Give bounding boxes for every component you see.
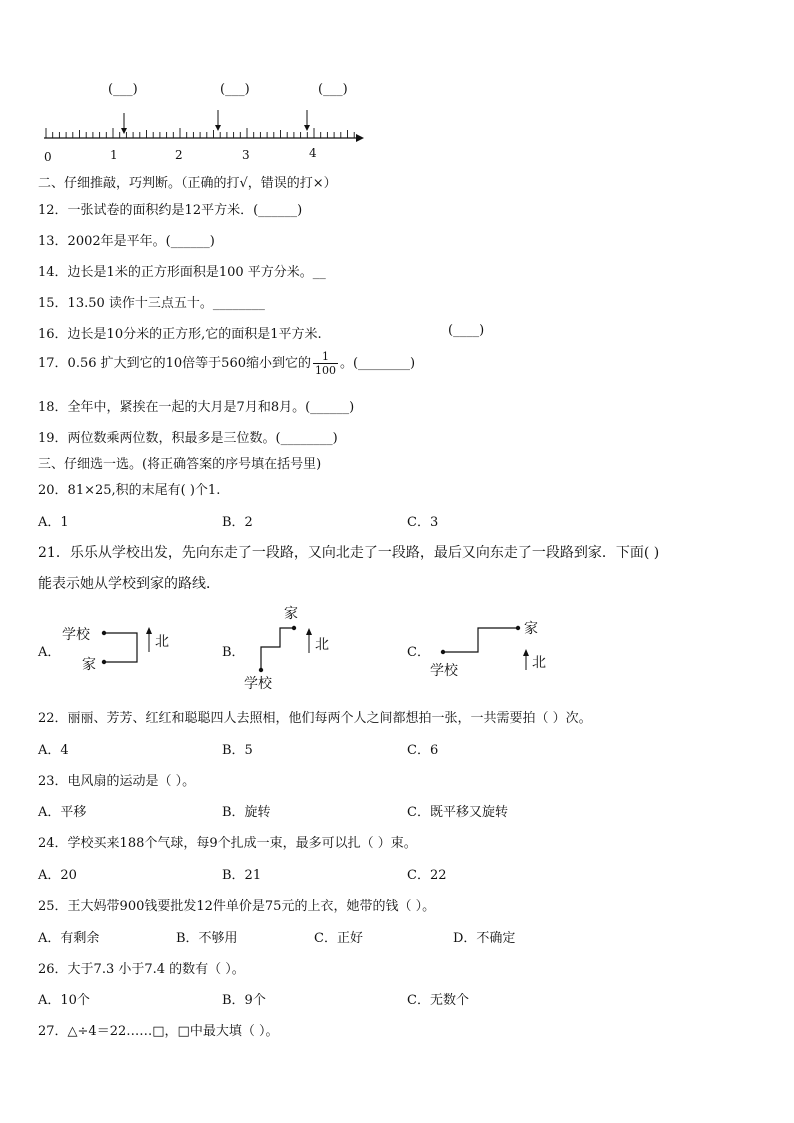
number-line-blank-3[interactable]: (___) [318,82,348,97]
number-line-blank-1[interactable]: (___) [108,82,138,97]
number-line-label-0: 0 [44,150,52,164]
fraction-denominator: 100 [314,364,336,377]
number-line-arrow-2 [215,110,221,131]
north-label: 北 [532,655,546,671]
question-12 [38,199,302,218]
home-label: 家 [82,657,96,673]
number-line-label-4: 4 [309,146,317,160]
school-label: 学校 [244,676,272,692]
number-line-label-3: 3 [242,148,250,162]
question-20 [38,479,220,498]
q21-diagram-b [244,603,354,695]
question-text: 大于7.3 小于7.4 的数有（ ）。 [67,962,245,977]
question-text: 边长是1米的正方形面积是100 平方分米。__ [67,265,326,280]
question-number: 21． [38,545,70,561]
question-number: 23． [38,774,68,789]
question-number: 27． [38,1024,68,1039]
q23-option-b[interactable]: B．旋转 [222,805,271,820]
q24-option-c[interactable]: C．22 [407,868,447,883]
question-number: 26． [38,962,68,977]
q20-option-b[interactable]: B．2 [222,515,253,530]
q26-option-b[interactable]: B．9个 [222,993,266,1008]
question-number: 18． [38,400,68,415]
question-text: 王大妈带900钱要批发12件单价是75元的上衣，她带的钱（ ）。 [67,899,436,914]
question-14 [38,261,326,280]
question-number: 15． [38,296,68,311]
north-label: 北 [315,637,329,653]
number-line-label-2: 2 [175,148,183,162]
fraction-numerator: 1 [313,350,338,364]
question-text: △÷4＝22……□，□中最大填（ ）。 [67,1024,279,1039]
question-text: 乐乐从学校出发，先向东走了一段路，又向北走了一段路，最后又向东走了一段路到家．下面( ) [69,545,660,561]
section-3-title: 三、仔细选一选。(将正确答案的序号填在括号里) [38,457,322,472]
q21-option-a[interactable]: A． [38,645,61,660]
number-line-ticks [46,128,354,138]
q25-option-d[interactable]: D．不确定 [453,931,516,946]
school-label: 学校 [62,627,90,643]
home-label: 家 [284,606,298,622]
question-16-answer-blank[interactable]: (____) [448,323,485,338]
question-text-tail: 。(________) [339,356,416,371]
question-text: 2002年是平年。(______) [67,234,215,249]
school-label: 学校 [430,663,458,679]
q22-option-c[interactable]: C．6 [407,743,439,758]
question-number: 17． [38,356,68,371]
home-label: 家 [524,621,538,637]
question-13 [38,230,215,249]
q22-option-a[interactable]: A．4 [38,743,69,758]
question-15 [38,292,265,311]
q21-option-b[interactable]: B． [222,645,245,660]
question-26 [38,958,245,977]
q22-option-b[interactable]: B．5 [222,743,253,758]
q21-option-c[interactable]: C． [407,645,430,660]
route-a-svg [60,620,190,676]
question-24 [38,832,417,851]
question-number: 24． [38,836,68,851]
route-b-svg [244,603,354,695]
question-27 [38,1020,278,1039]
question-text: 0.56 扩大到它的10倍等于560缩小到它的 [67,356,311,371]
section-2-title: 二、仔细推敲，巧判断。（正确的打√，错误的打×） [38,176,337,191]
question-text: 全年中，紧挨在一起的大月是7月和8月。(______) [67,400,355,415]
q21-diagram-a [60,620,190,676]
number-line-svg [38,80,378,170]
question-number: 22． [38,711,68,726]
question-text: 81×25,积的末尾有( )个1. [67,483,221,498]
q20-option-a[interactable]: A．1 [38,515,69,530]
question-number: 14． [38,265,68,280]
question-number: 25． [38,899,68,914]
q23-option-a[interactable]: A．平移 [38,805,87,820]
q23-option-c[interactable]: C．既平移又旋转 [407,805,508,820]
number-line-figure [38,80,378,170]
q21-diagram-c [428,616,558,678]
question-18 [38,396,354,415]
question-number: 13． [38,234,68,249]
question-19 [38,427,338,446]
q26-option-a[interactable]: A．10个 [38,993,90,1008]
q26-option-c[interactable]: C．无数个 [407,993,469,1008]
question-23 [38,770,195,789]
question-text: 丽丽、芳芳、红红和聪聪四人去照相，他们每两个人之间都想拍一张，一共需要拍（ ）次。 [67,711,592,726]
q24-option-a[interactable]: A．20 [38,868,77,883]
question-22 [38,707,592,726]
question-16 [38,323,322,342]
number-line-arrow-3 [304,110,310,131]
q25-option-a[interactable]: A．有剩余 [38,931,100,946]
north-label: 北 [155,634,169,650]
q20-option-c[interactable]: C．3 [407,515,439,530]
question-text: 电风扇的运动是（ ）。 [67,774,196,789]
question-17 [38,350,415,377]
question-number: 12． [38,203,68,218]
number-line-arrow-1 [121,113,127,134]
question-number: 20． [38,483,68,498]
q25-option-c[interactable]: C．正好 [314,931,363,946]
number-line-blank-2[interactable]: (___) [220,82,250,97]
fraction [313,350,338,377]
question-21-line-1 [38,542,659,562]
question-text: 13.50 读作十三点五十。________ [67,296,265,311]
question-text: 两位数乘两位数，积最多是三位数。(________) [67,431,338,446]
question-21-line-2: 能表示她从学校到家的路线． [38,576,220,592]
question-text: 一张试卷的面积约是12平方米．(______) [67,203,303,218]
q24-option-b[interactable]: B．21 [222,868,262,883]
question-text: 边长是10分米的正方形,它的面积是1平方米. [67,327,322,342]
number-line-arrowhead [356,134,364,142]
question-number: 16． [38,327,68,342]
q25-option-b[interactable]: B．不够用 [176,931,238,946]
question-25 [38,895,435,914]
number-line-label-1: 1 [110,148,118,162]
question-text: 学校买来188个气球，每9个扎成一束，最多可以扎（ ）束。 [67,836,417,851]
question-number: 19． [38,431,68,446]
